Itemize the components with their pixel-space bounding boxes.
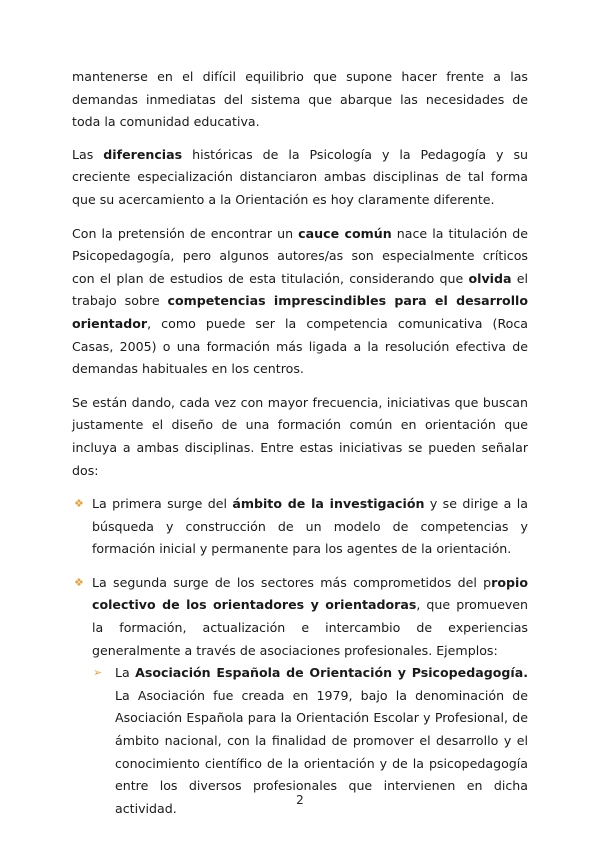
b1-bold: ámbito de la investigación [232, 496, 425, 512]
document-page [72, 66, 528, 820]
page-number: 2 [296, 793, 304, 807]
p3-text-g: , como puede ser la competencia comunicativa (Roca Casas, 2005) o una formación más ligada a la resolución efectiva de demandas habituales en los centros. [72, 315, 528, 377]
paragraph-4: Se están dando, cada vez con mayor frecuencia, iniciativas que buscan justamente el diseño de una formación común en orientación que incluya a ambas disciplinas. Entre estas iniciativas se pueden señalar dos: [72, 394, 528, 478]
diamond-bullet-icon: ❖ [74, 575, 84, 589]
p3-bold-3: competencias imprescindibles para el desarrollo orientador [72, 293, 528, 331]
p3-bold-2: olvida [468, 270, 512, 286]
bullet-item-1 [72, 493, 528, 561]
s1-text-c: La Asociación fue creada en 1979, bajo la denominación de Asociación Española para la Orientación Escolar y Profesional, de ámbito nacional, con la finalidad de promover el desarrollo y el conocimiento científico de la orientación y de la psicopedagogía entre los diversos profesionales que intervienen en dicha actividad. [115, 687, 528, 816]
b2-text-a: La segunda surge de los sectores más comprometidos del p [92, 574, 492, 590]
p2-bold: diferencias [103, 146, 183, 162]
p2-text-a: Las [72, 146, 104, 162]
b2-bold: ropio colectivo de los orientadores y orientadoras [92, 574, 528, 613]
paragraph-1: mantenerse en el difícil equilibrio que supone hacer frente a las demandas inmediatas del sistema que abarque las necesidades de toda la comunidad educativa. [72, 69, 528, 130]
paragraph-3 [72, 223, 528, 381]
p2-text-c: históricas de la Psicología y la Pedagogía y su creciente especialización distanciaron ambas disciplinas de tal forma que su acercamiento a la Orientación es hoy claramente diferente. [72, 146, 528, 207]
diamond-bullet-icon: ❖ [74, 497, 84, 511]
p3-text-c: nace la titulación de Psicopedagogía, pero algunos autores/as son especialmente críticos con el plan de estudios de esta titulación, considerando que [72, 225, 528, 286]
p3-text-a: Con la pretensión de encontrar un [72, 225, 299, 241]
p3-bold-1: cauce común [298, 225, 392, 241]
s1-bold: Asociación Española de Orientación y Psicopedagogía. [135, 665, 528, 681]
arrow-bullet-icon: ➢ [93, 666, 103, 680]
paragraph-2 [72, 144, 528, 212]
s1-text-a: La [115, 665, 136, 681]
b2-text-c: , que promueven la formación, actualización e intercambio de experiencias generalmente a través de asociaciones profesionales. Ejemplos: [92, 597, 528, 658]
b1-text-c: y se dirige a la búsqueda y construcción de un modelo de competencias y formación inicial y permanente para los agentes de la orientación. [92, 496, 529, 557]
p3-text-e: el trabajo sobre [72, 270, 528, 309]
b1-text-a: La primera surge del [92, 496, 233, 512]
bullet-item-2 [72, 572, 528, 662]
